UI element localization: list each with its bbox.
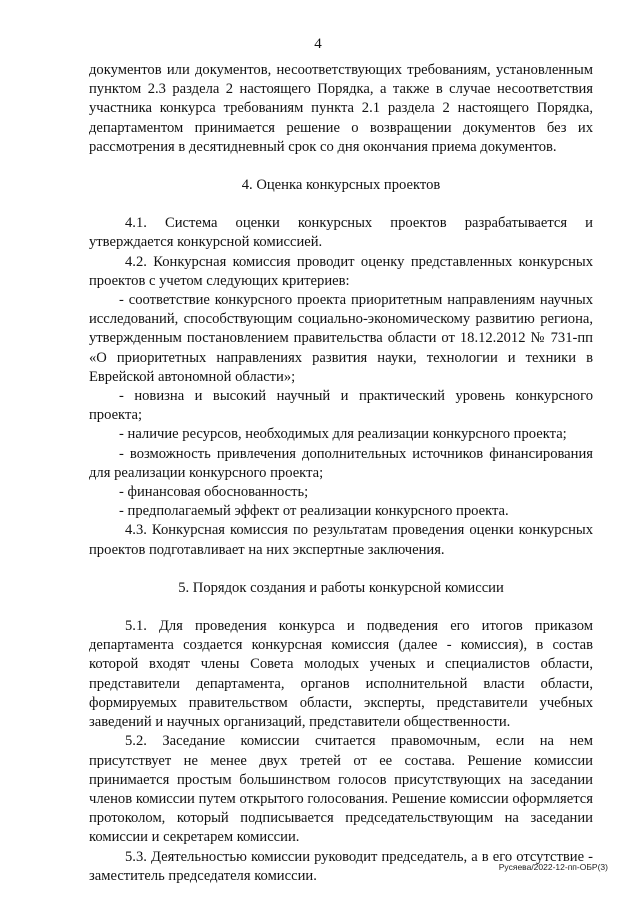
criterion-item: - наличие ресурсов, необходимых для реализации конкурсного проекта; xyxy=(119,426,567,443)
paragraph-4-1: 4.1. Система оценки конкурсных проектов разрабатывается и утверждается конкурсной комиссией. xyxy=(89,215,593,251)
paragraph-5-3: 5.3. Деятельностью комиссии руководит председатель, а в его отсутствие - заместитель председателя комиссии. xyxy=(89,848,593,884)
paragraph-4-3: 4.3. Конкурсная комиссия по результатам проведения оценки конкурсных проектов подготавливает на них экспертные заключения. xyxy=(89,522,593,558)
document-footer-code: Русяева/2022-12-пп-ОБР(3) xyxy=(498,862,608,872)
page-number: 4 xyxy=(314,36,322,52)
criterion-item: - возможность привлечения дополнительных источников финансирования для реализации конкурсного проекта; xyxy=(89,445,593,481)
paragraph-4-2: 4.2. Конкурсная комиссия проводит оценку представленных конкурсных проектов с учетом следующих критериев: xyxy=(89,253,593,289)
paragraph-5-1: 5.1. Для проведения конкурса и подведения его итогов приказом департамента создается конкурсная комиссия (далее - комиссия), в состав которой входят члены Совета молодых ученых и специалистов области, представители департамента, органов исполнительной власти области, формируемых правительством области, эксперты, представители учебных заведений и научных организаций, представители общественности. xyxy=(89,618,593,731)
criterion-item: - предполагаемый эффект от реализации конкурсного проекта. xyxy=(119,503,509,520)
criterion-item: - новизна и высокий научный и практический уровень конкурсного проекта; xyxy=(89,388,593,424)
section-4-heading: 4. Оценка конкурсных проектов xyxy=(241,177,441,194)
intro-paragraph: документов или документов, несоответствующих требованиям, установленным пунктом 2.3 раздела 2 настоящего Порядка, а также в случае несоответствия участника конкурса требованиям пункта 2.1 раздела 2 настоящего Порядка, департаментом принимается решение о возвращении документов без их рассмотрения в десятидневный срок со дня окончания приема документов. xyxy=(89,62,593,155)
document-body xyxy=(89,61,593,886)
criterion-item: - финансовая обоснованность; xyxy=(119,484,309,501)
section-5-heading: 5. Порядок создания и работы конкурсной комиссии xyxy=(178,579,504,596)
criterion-item: - соответствие конкурсного проекта приоритетным направлениям научных исследований, способствующим социально-экономическому развитию региона, утвержденным постановлением правительства области от 18.12.2012 № 731-пп «О приоритетных направлениях развития науки, технологии и техники в Еврейской автономной области»; xyxy=(89,292,593,385)
paragraph-5-2: 5.2. Заседание комиссии считается правомочным, если на нем присутствует не менее двух третей от ее состава. Решение комиссии принимается простым большинством голосов присутствующих на заседании членов комиссии путем открытого голосования. Решение комиссии оформляется протоколом, который подписывается председательствующим на заседании комиссии и секретарем комиссии. xyxy=(89,733,593,846)
